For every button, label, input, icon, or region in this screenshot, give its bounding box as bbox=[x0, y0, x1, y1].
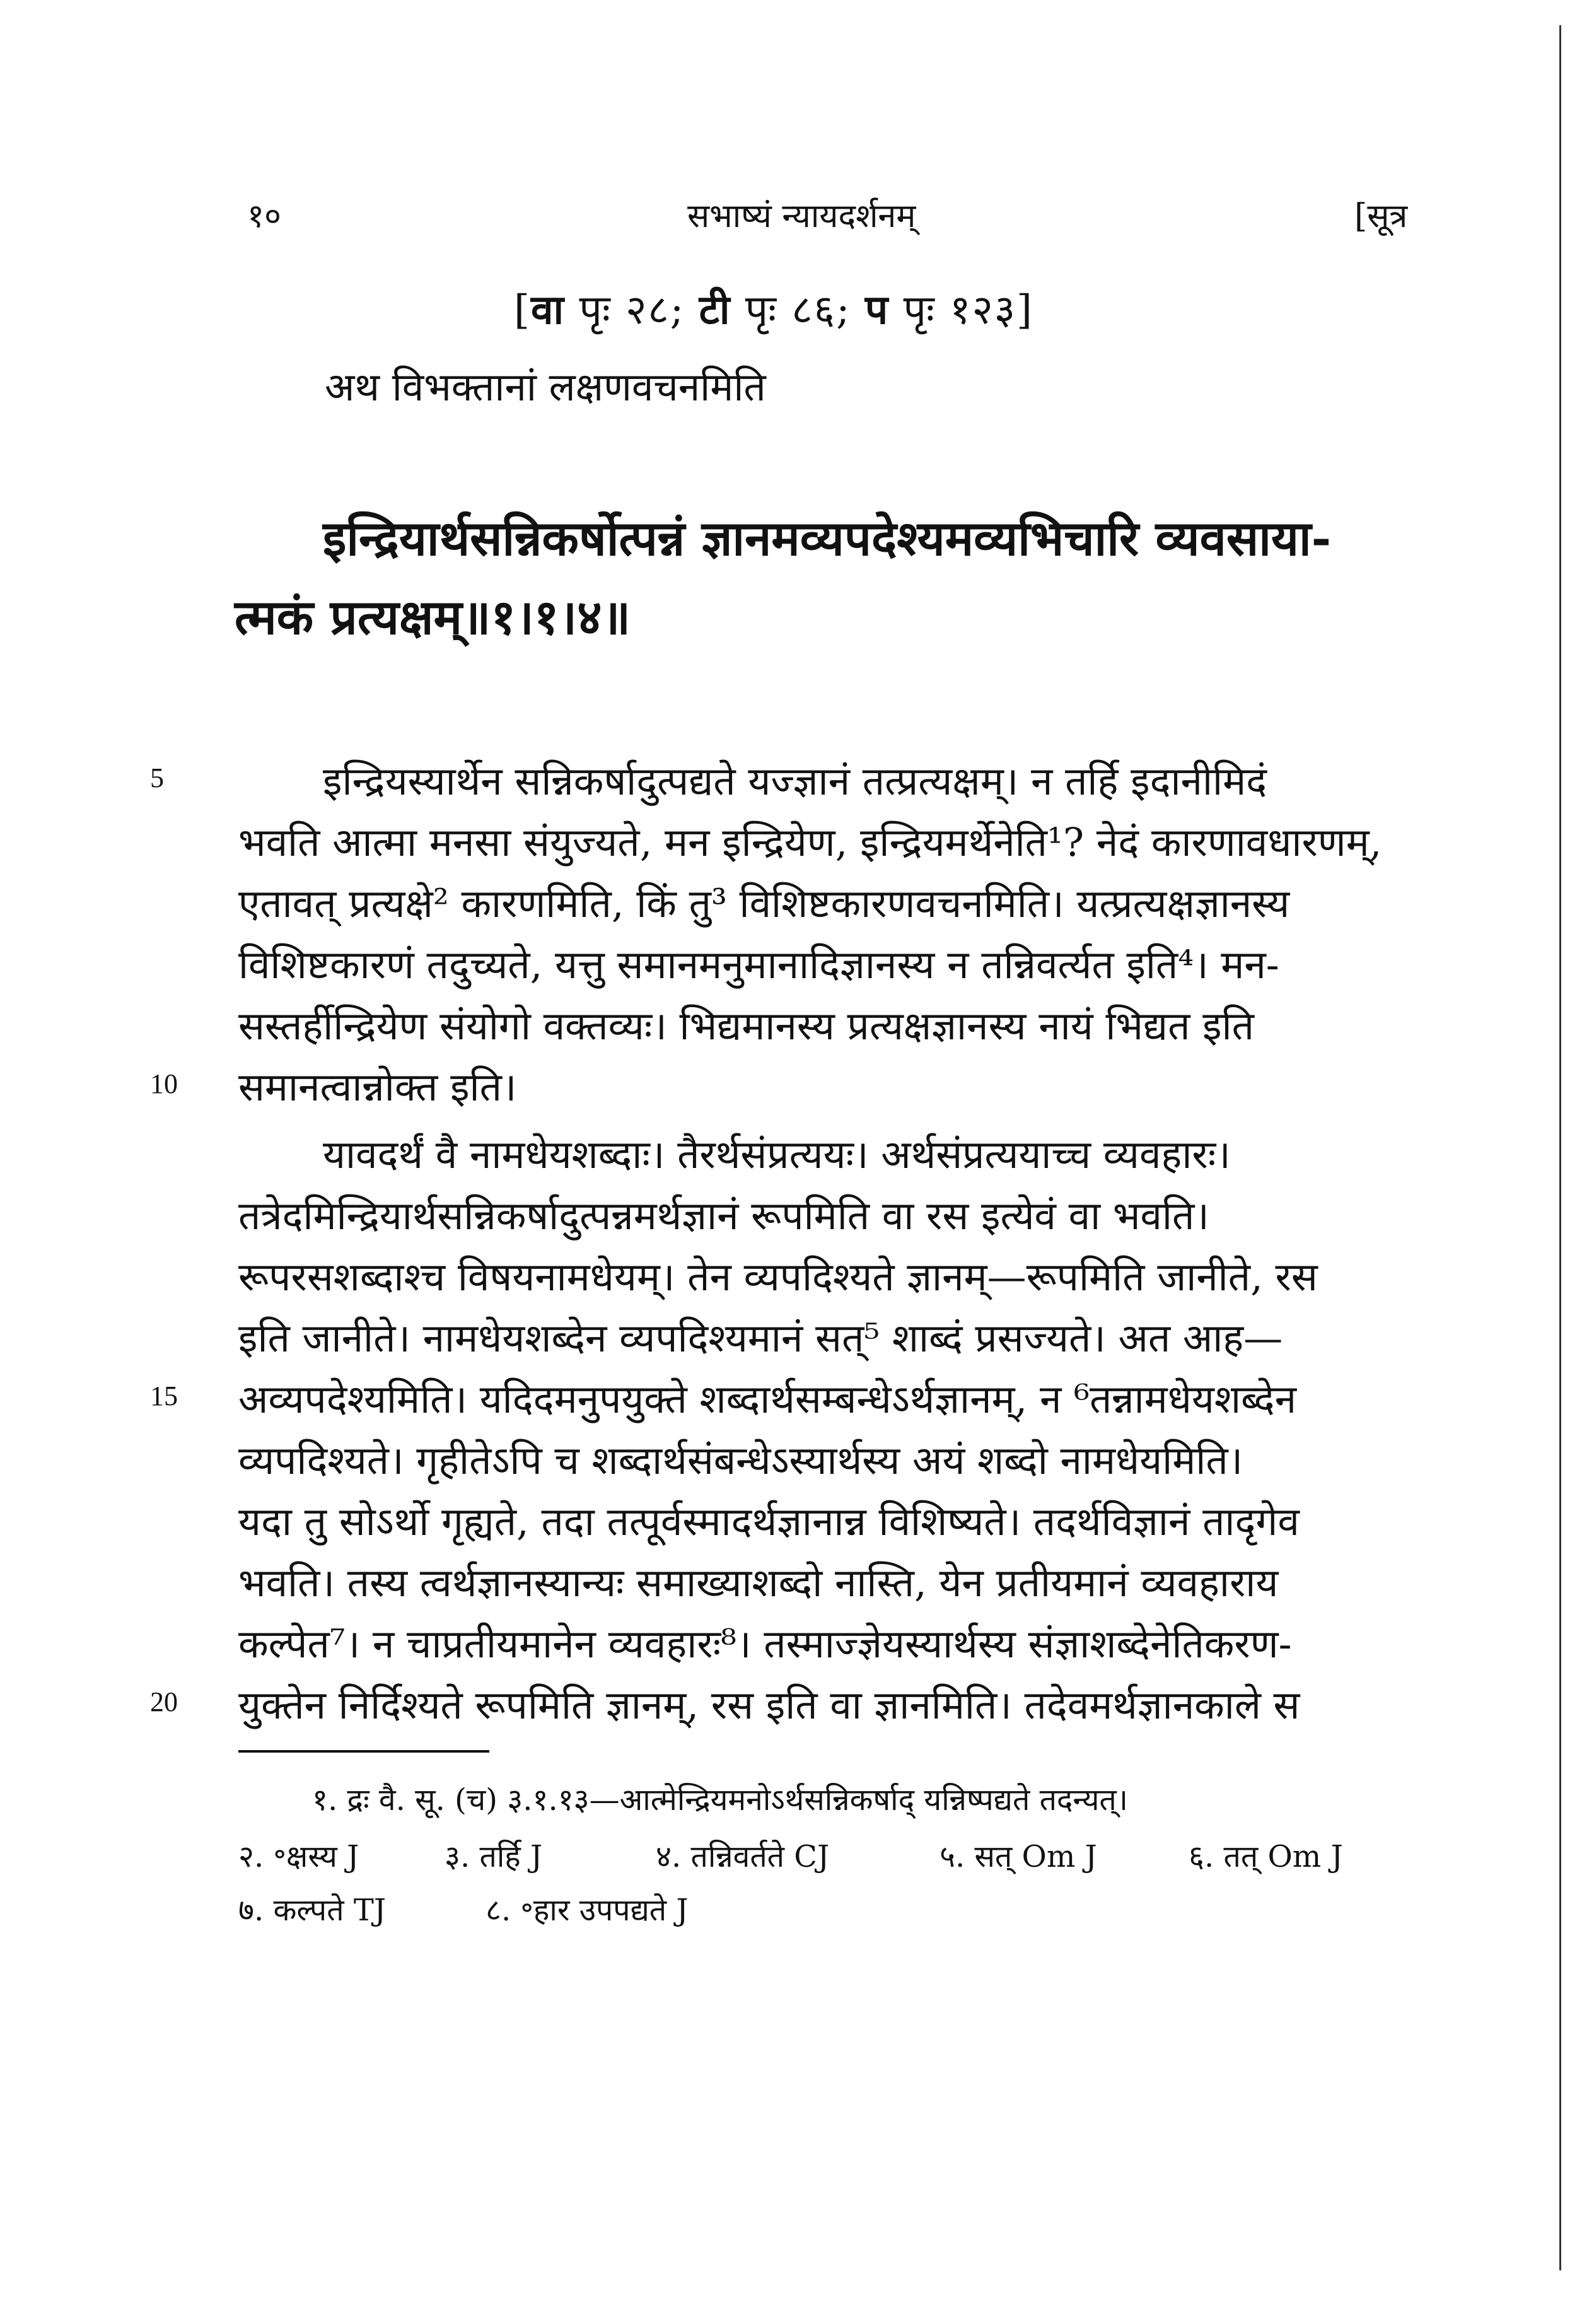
body-line: यावदर्थं वै नामधेयशब्दाः। तैरर्थसंप्रत्ययः। अर्थसंप्रत्ययाच्च व्यवहारः। bbox=[323, 1131, 1231, 1177]
body-line: एतावत् प्रत्यक्षे² कारणमिति, किं तु³ विशिष्टकारणवचनमिति। यत्प्रत्यक्षज्ञानस्य bbox=[238, 880, 1290, 926]
footnote-1: १. द्रः वै. सू. (च) ३.१.१३—आत्मेन्द्रियमनोऽर्थसन्निकर्षाद् यन्निष्पद्यते तदन्यत्। bbox=[312, 1782, 1128, 1818]
body-line: इन्द्रियस्यार्थेन सन्निकर्षादुत्पद्यते यज्ज्ञानं तत्प्रत्यक्षम्। न तर्हि इदानीमिदं bbox=[323, 758, 1267, 804]
footnote-4: ४. तन्निवर्तते CJ bbox=[656, 1839, 830, 1874]
section-mark: [सूत्र bbox=[1354, 197, 1408, 235]
ref-pa: प bbox=[864, 286, 890, 334]
ref-ti-page: पृः ८६; bbox=[731, 287, 865, 334]
footnote-rule bbox=[238, 1750, 489, 1753]
body-line: समानत्वान्नोक्त इति। bbox=[238, 1064, 517, 1110]
body-line: सस्तर्हीन्द्रियेण संयोगो वक्तव्यः। भिद्यमानस्य प्रत्यक्षज्ञानस्य नायं भिद्यत इति bbox=[238, 1003, 1254, 1049]
body-line: कल्पेत⁷। न चाप्रतीयमानेन व्यवहारः⁸। तस्माज्ज्ञेयस्यार्थस्य संज्ञाशब्देनेतिकरण- bbox=[238, 1621, 1292, 1667]
body-line: तत्रेदमिन्द्रियार्थसन्निकर्षादुत्पन्नमर्थज्ञानं रूपमिति वा रस इत्येवं वा भवति। bbox=[238, 1193, 1209, 1239]
ref-va-page: पृः २८; bbox=[565, 287, 699, 334]
ref-pa-page: पृः १२३] bbox=[889, 287, 1033, 334]
page-number: १० bbox=[247, 197, 282, 235]
commentary-references bbox=[514, 281, 1033, 336]
footnote-5: ५. सत् Om J bbox=[940, 1839, 1097, 1874]
line-number: 5 bbox=[150, 762, 164, 793]
footnote-3: ३. तर्हि J bbox=[445, 1839, 543, 1874]
sutra-line-1: इन्द्रियार्थसन्निकर्षोत्पन्नं ज्ञानमव्यपदेश्यमव्यभिचारि व्यवसाया- bbox=[323, 510, 1332, 566]
body-line: भवति। तस्य त्वर्थज्ञानस्यान्यः समाख्याशब्दो नास्ति, येन प्रतीयमानं व्यवहाराय bbox=[238, 1560, 1279, 1606]
body-line: अव्यपदेश्यमिति। यदिदमनुपयुक्ते शब्दार्थसम्बन्धेऽर्थज्ञानम्, न ⁶तन्नामधेयशब्देन bbox=[238, 1376, 1296, 1422]
scan-edge-line bbox=[1559, 25, 1561, 2270]
footnote-7: ७. कल्पते TJ bbox=[238, 1893, 387, 1928]
body-line: व्यपदिश्यते। गृहीतेऽपि च शब्दार्थसंबन्धेऽस्यार्थस्य अयं शब्दो नामधेयमिति। bbox=[238, 1437, 1243, 1483]
refs-open: [ bbox=[514, 287, 531, 334]
body-line: रूपरसशब्दाश्च विषयनामधेयम्। तेन व्यपदिश्यते ज्ञानम्—रूपमिति जानीते, रस bbox=[238, 1254, 1318, 1300]
footnote-2: २. ॰क्षस्य J bbox=[238, 1839, 359, 1874]
line-number: 10 bbox=[150, 1068, 178, 1099]
running-title: सभाष्यं न्यायदर्शनम् bbox=[687, 197, 916, 235]
sutra-line-2: त्मकं प्रत्यक्षम्॥१।१।४॥ bbox=[235, 589, 631, 645]
ref-ti: टी bbox=[699, 286, 731, 334]
body-line: युक्तेन निर्दिश्यते रूपमिति ज्ञानम्, रस इति वा ज्ञानमिति। तदेवमर्थज्ञानकाले स bbox=[238, 1682, 1300, 1728]
footnote-8: ८. ॰हार उपपद्यते J bbox=[486, 1893, 689, 1928]
body-line: भवति आत्मा मनसा संयुज्यते, मन इन्द्रियेण, इन्द्रियमर्थेनेति¹? नेदं कारणावधारणम्, bbox=[238, 819, 1382, 865]
ref-va: वा bbox=[530, 286, 566, 334]
body-line: यदा तु सोऽर्थो गृह्यते, तदा तत्पूर्वस्मादर्थज्ञानान्न विशिष्यते। तदर्थविज्ञानं तादृगेव bbox=[238, 1498, 1300, 1544]
body-line: विशिष्टकारणं तदुच्यते, यत्तु समानमनुमानादिज्ञानस्य न तन्निवर्त्यत इति⁴। मन- bbox=[238, 942, 1279, 988]
line-number: 15 bbox=[150, 1381, 178, 1411]
footnote-6: ६. तत् Om J bbox=[1189, 1839, 1343, 1874]
body-line: इति जानीते। नामधेयशब्देन व्यपदिश्यमानं सत्⁵ शाब्दं प्रसज्यते। अत आह— bbox=[238, 1315, 1283, 1361]
line-number: 20 bbox=[150, 1686, 178, 1717]
intro-line: अथ विभक्तानां लक्षणवचनमिति bbox=[325, 364, 766, 410]
